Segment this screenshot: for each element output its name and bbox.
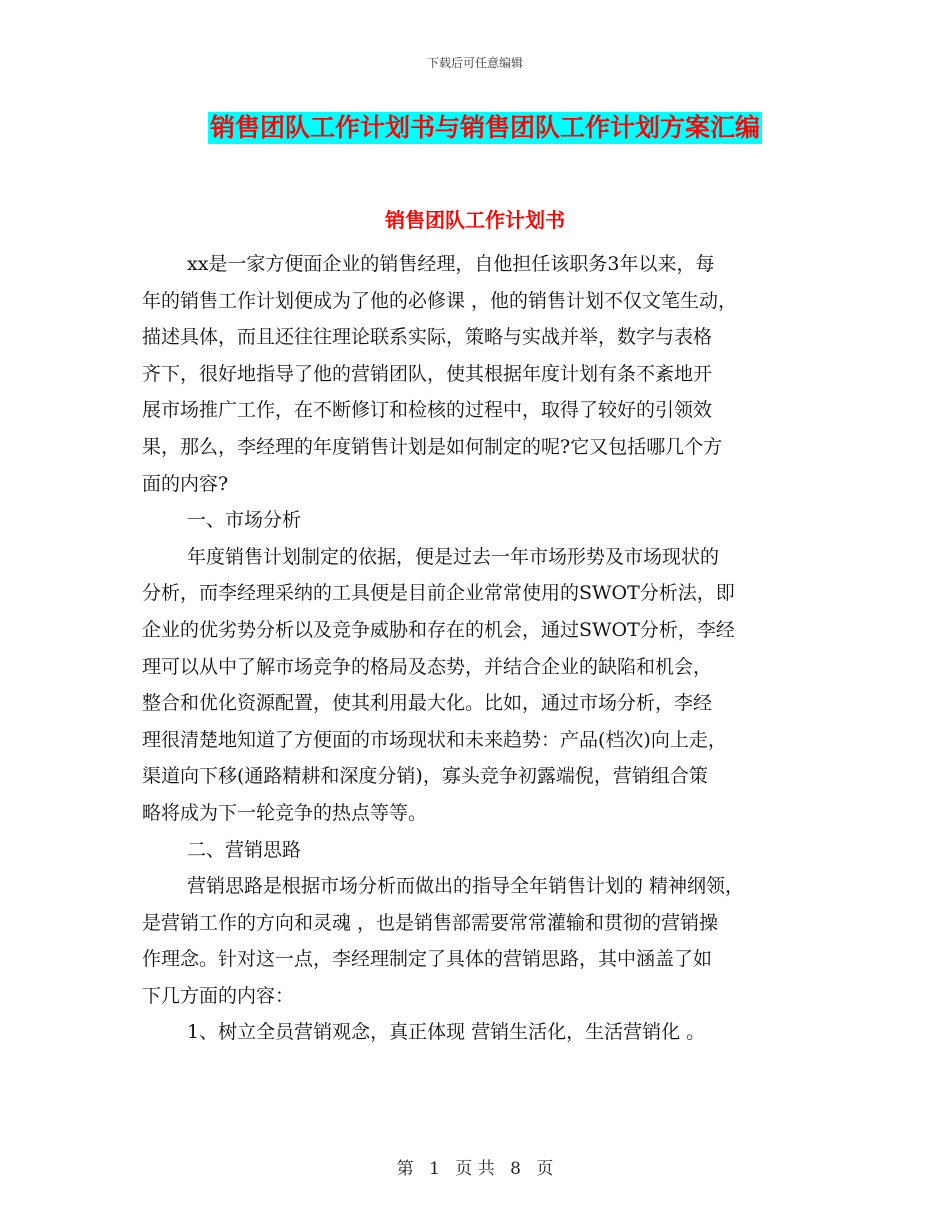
paragraph-line: 展市场推广工作，在不断修订和检核的过程中，取得了较好的引领效 <box>142 399 713 422</box>
paragraph-line: 齐下，很好地指导了他的营销团队，使其根据年度计划有条不紊地开 <box>142 362 713 385</box>
section-heading-marketing-ideas: 二、营销思路 <box>187 838 302 861</box>
page-number: 1 <box>429 1159 440 1179</box>
paragraph-line: 年度销售计划制定的依据，便是过去一年市场形势及市场现状的 <box>187 545 720 568</box>
header-note: 下载后可任意编辑 <box>426 56 523 70</box>
list-item: 1、树立全员营销观念，真正体现 营销生活化，生活营销化 。 <box>187 1021 706 1044</box>
paragraph-line: 略将成为下一轮竞争的热点等等。 <box>142 801 428 824</box>
paragraph-line: 整合和优化资源配置，使其利用最大化。比如，通过市场分析，李经 <box>142 692 713 715</box>
paragraph-line: 描述具体，而且还往往理论联系实际，策略与实战并举，数字与表格 <box>142 326 713 349</box>
paragraph-line: 企业的优劣势分析以及竞争威胁和存在的机会，通过SWOT分析，李经 <box>142 618 735 641</box>
section-title: 销售团队工作计划书 <box>385 208 565 232</box>
document-main-title: 销售团队工作计划书与销售团队工作计划方案汇编 <box>210 113 761 142</box>
paragraph-line: 下几方面的内容： <box>142 984 295 1007</box>
paragraph-line: 作理念。针对这一点，李经理制定了具体的营销思路，其中涵盖了如 <box>142 948 713 971</box>
body-text <box>142 246 812 1051</box>
paragraph-line: 渠道向下移(通路精耕和深度分销)，寡头竞争初露端倪，营销组合策 <box>142 765 708 788</box>
paragraph-line: 理很清楚地知道了方便面的市场现状和未来趋势：产品(档次)向上走， <box>142 728 727 751</box>
paragraph-line: 理可以从中了解市场竞争的格局及态势，并结合企业的缺陷和机会， <box>142 655 713 678</box>
paragraph-line: 面的内容? <box>142 472 229 495</box>
page-footer <box>0 1154 950 1179</box>
section-heading-market-analysis: 一、市场分析 <box>187 509 302 532</box>
footer-prefix: 第 <box>396 1159 414 1179</box>
paragraph-line: xx是一家方便面企业的销售经理，自他担任该职务3年以来，每 <box>187 253 715 275</box>
total-pages: 8 <box>510 1159 521 1179</box>
paragraph-line: 营销思路是根据市场分析而做出的指导全年销售计划的 精神纲领， <box>187 875 745 898</box>
paragraph-line: 果，那么，李经理的年度销售计划是如何制定的呢?它又包括哪几个方 <box>142 435 723 458</box>
paragraph-line: 年的销售工作计划便成为了他的必修课 ，他的销售计划不仅文笔生动， <box>142 289 738 312</box>
footer-middle: 页 共 <box>455 1159 495 1179</box>
paragraph-line: 分析，而李经理采纳的工具便是目前企业常常使用的SWOT分析法，即 <box>142 582 735 605</box>
paragraph-line: 是营销工作的方向和灵魂 ，也是销售部需要常常灌输和贯彻的营销操 <box>142 911 719 934</box>
footer-suffix: 页 <box>536 1159 554 1179</box>
